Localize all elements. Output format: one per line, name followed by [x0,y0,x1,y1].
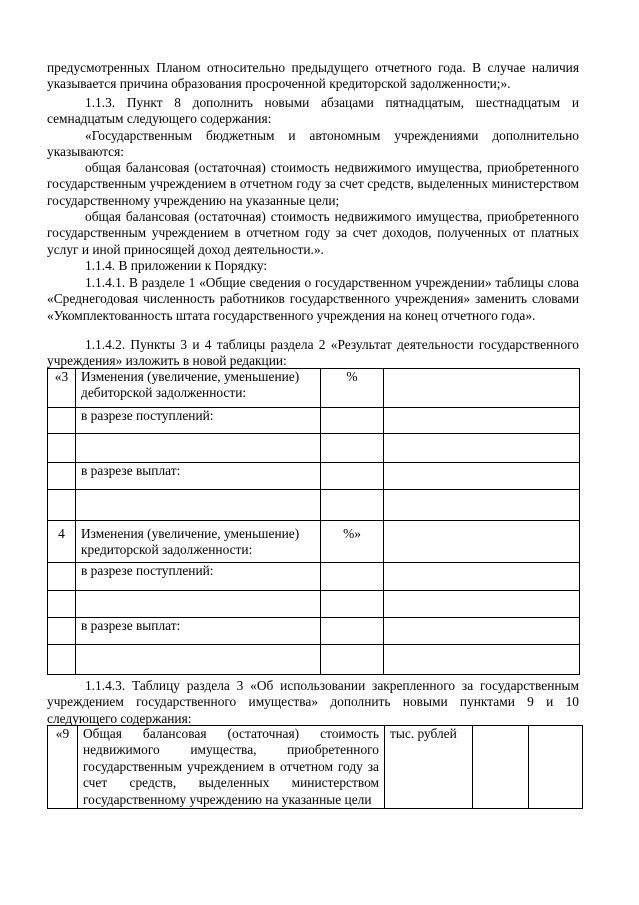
row-label: Общая балансовая (остаточная) стоимость недвижимого имущества, приобретенного государственным учреждением в отчетном году за счет средств, выделенных министерством государственному учреждению на указанные цели [78,726,385,809]
row-value [384,591,580,618]
table-row [48,726,583,809]
table-row [48,369,580,408]
table-row [48,618,580,645]
row-value [384,434,580,463]
row-label: в разрезе поступлений: [76,563,321,591]
paragraph-1-1-4-2: 1.1.4.2. Пункты 3 и 4 таблицы раздела 2 «Результат деятельности государственного учреждения» изложить в новой редакции: [47,337,579,369]
row-value [529,726,583,809]
row-number [48,618,76,645]
row-number [48,490,76,521]
row-label: в разрезе выплат: [76,618,321,645]
row-number [48,434,76,463]
table-result-activity [47,368,580,675]
row-number [48,563,76,591]
row-unit [321,645,384,675]
row-label [76,645,321,675]
row-value [384,521,580,563]
row-number [48,591,76,618]
row-unit: % [321,369,384,408]
paragraph-quote-intro: «Государственным бюджетным и автономным учреждениями дополнительно указываются: [47,128,579,160]
row-number [48,408,76,434]
table-row [48,521,580,563]
row-value [384,490,580,521]
row-unit [321,591,384,618]
table-property-use [47,725,583,809]
table-row [48,408,580,434]
row-unit [321,490,384,521]
paragraph-1-1-3: 1.1.3. Пункт 8 дополнить новыми абзацами пятнадцатым, шестнадцатым и семнадцатым следующего содержания: [47,95,579,127]
row-unit [321,463,384,490]
row-value [384,463,580,490]
table-row [48,490,580,521]
row-label [76,490,321,521]
row-unit [321,618,384,645]
row-value [384,618,580,645]
row-value [473,726,529,809]
table-row [48,591,580,618]
table-row [48,463,580,490]
table-row [48,563,580,591]
row-value [384,408,580,434]
paragraph-continuation: предусмотренных Планом относительно предыдущего отчетного года. В случае наличия указывается причина образования просроченной кредиторской задолженности;». [47,60,579,92]
paragraph-1-1-4-1: 1.1.4.1. В разделе 1 «Общие сведения о государственном учреждении» таблицы слова «Среднегодовая численность работников государственного учреждения» заменить словами «Укомплектованность штата государственного учреждения на конец отчетного года». [47,275,579,323]
row-value [384,563,580,591]
row-unit: тыс. рублей [385,726,473,809]
row-unit [321,563,384,591]
paragraph-1-1-4: 1.1.4. В приложении к Порядку: [85,258,268,273]
row-label [76,591,321,618]
row-unit: %» [321,521,384,563]
table-row [48,434,580,463]
row-value [384,645,580,675]
row-label: в разрезе поступлений: [76,408,321,434]
row-number: «3 [48,369,76,408]
row-label: в разрезе выплат: [76,463,321,490]
row-value [384,369,580,408]
row-label: Изменения (увеличение, уменьшение) кредиторской задолженности: [76,521,321,563]
table-row [48,645,580,675]
row-number: 4 [48,521,76,563]
row-unit [321,434,384,463]
paragraph-item-1: общая балансовая (остаточная) стоимость недвижимого имущества, приобретенного государственным учреждением в отчетном году за счет средств, выделенных министерством государственному учреждению на указанные цели; [47,160,579,208]
row-number: «9 [48,726,78,809]
row-number [48,463,76,490]
paragraph-item-2: общая балансовая (остаточная) стоимость недвижимого имущества, приобретенного государственным учреждением в отчетном году за счет доходов, полученных от платных услуг и иной приносящей доход деятельности.». [47,209,579,257]
paragraph-1-1-4-3: 1.1.4.3. Таблицу раздела 3 «Об использовании закрепленного за государственным учреждением государственного имущества» дополнить новыми пунктами 9 и 10 следующего содержания: [47,678,579,726]
row-number [48,645,76,675]
row-label [76,434,321,463]
row-label: Изменения (увеличение, уменьшение) дебиторской задолженности: [76,369,321,408]
row-unit [321,408,384,434]
